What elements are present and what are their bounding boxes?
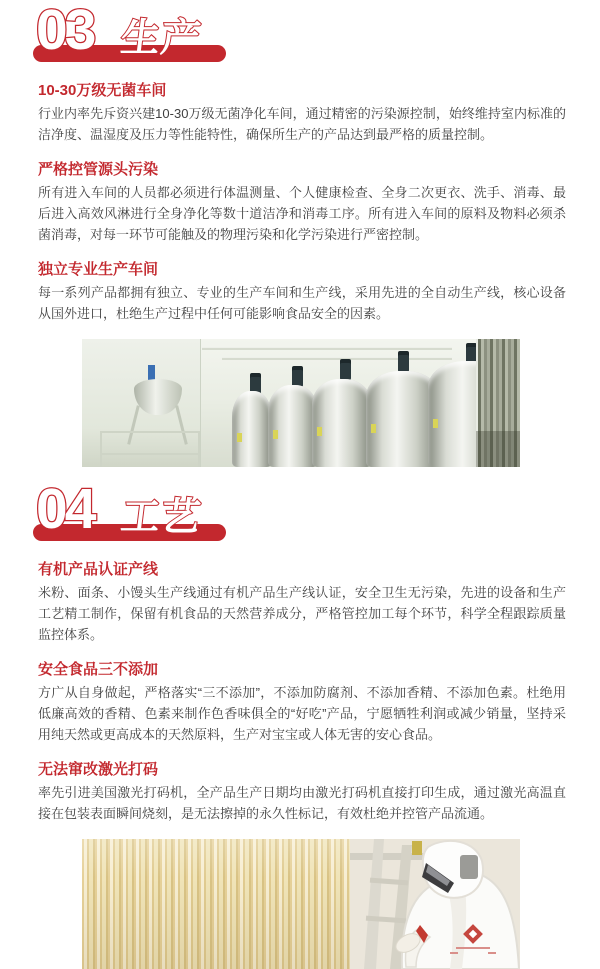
badge-label: 工艺 [118,496,204,539]
tank-motor [398,355,409,372]
noodle-strands [82,839,378,969]
item-body: 米粉、面条、小馒头生产线通过有机产品生产线认证，安全卫生无污染，先进的设备和生产工艺精工制作，保留有机食品的天然营养成分，严格管控加工每个环节，科学全程跟踪质量监控体系。 [38,585,566,642]
text-item [38,158,566,245]
item-heading: 无法窜改激光打码 [38,761,159,778]
item-body: 所有进入车间的人员都必须进行体温测量、个人健康检查、全身二次更衣、洗手、消毒、最后进入高效风淋进行全身净化等数十道洁净和消毒工序。所有进入车间的原料及物料必须杀菌消毒，对每一环节可能触及的物理污染和化学污染进行严密控制。 [38,185,566,242]
wall-corner-line [200,339,201,467]
section-production [0,0,600,467]
stand-frame [100,453,200,455]
stainless-tank [268,385,318,467]
item-heading: 有机产品认证产线 [38,561,159,578]
item-body: 行业内率先斥资兴建10-30万级无菌净化车间，通过精密的污染源控制，始终维持室内标准的洁净度、温湿度及压力等性能特性，确保所生产的产品达到最严格的质量控制。 [38,106,566,142]
brand-logo-dot [488,952,496,954]
badge-number: 04 [36,477,94,541]
stainless-tank [232,391,272,467]
text-item [38,758,566,824]
item-heading: 安全食品三不添加 [38,661,159,678]
section-03-items [0,79,600,324]
tank-label-tag [371,424,376,433]
stand-frame [198,431,200,467]
section-04-items [0,558,600,824]
text-item [38,79,566,145]
item-heading: 严格控管源头污染 [38,161,159,178]
item-body: 率先引进美国激光打码机，全产品生产日期均由激光打码机直接打印生成，通过激光高温直接在包装表面瞬间烧刻，是无法擦掉的永久性标记，有效杜绝并控管产品流通。 [38,785,566,821]
badge-label: 生产 [118,17,204,60]
text-item [38,558,566,645]
hood-vent [460,855,478,879]
noodle-photo [82,839,520,969]
stand-frame [100,431,102,467]
section-04-badge [33,477,293,545]
badge-number: 03 [36,0,94,62]
section-03-badge [33,0,293,66]
brand-logo-dot [450,952,458,954]
tank-label-tag [433,419,438,428]
pipe-rack-fittings [476,431,520,467]
tank-motor [340,363,351,380]
section-process [0,477,600,969]
tank-label-tag [273,430,278,439]
worker-figure [350,839,520,969]
brand-logo-text [456,947,490,949]
item-body: 每一系列产品都拥有独立、专业的生产车间和生产线，采用先进的全自动生产线，核心设备从国外进口，杜绝生产过程中任何可能影响食品安全的因素。 [38,285,566,321]
item-body: 方广从自身做起，严格落实“三不添加”，不添加防腐剂、不添加香精、不添加色素。杜绝用低廉高效的香精、色素来制作色香味俱全的“好吃”产品，宁愿牺牲利润或减少销量，坚持采用纯天然或更高成本的天然原料，生产对宝宝或人体无害的安心食品。 [38,685,566,742]
factory-photo [82,339,520,467]
stand-frame [100,431,200,433]
tank-label-tag [317,427,322,436]
text-item [38,658,566,745]
text-item [38,258,566,324]
tank-label-tag [237,433,242,442]
overhead-pipe [202,347,452,350]
stainless-tank [312,379,372,467]
item-heading: 10-30万级无菌车间 [38,82,167,99]
overhead-pipe [222,357,452,360]
machine-detail [412,841,422,855]
item-heading: 独立专业生产车间 [38,261,159,278]
